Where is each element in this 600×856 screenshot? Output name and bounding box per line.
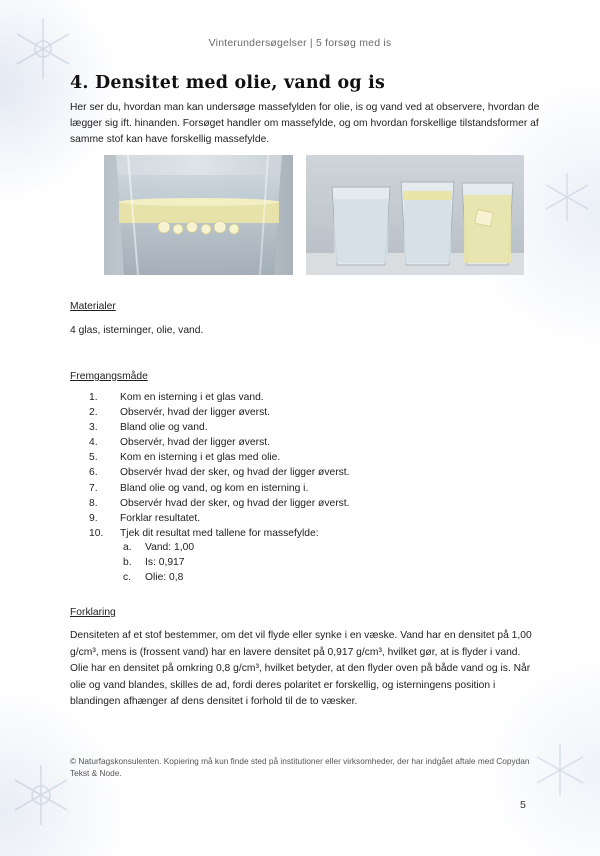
list-item <box>70 390 350 405</box>
list-item <box>70 526 350 541</box>
list-item <box>70 496 350 511</box>
substep-text: Vand: 1,00 <box>145 542 195 553</box>
step-text: Forklar resultatet. <box>120 512 201 524</box>
step-text: Observér hvad der sker, og hvad der ligger øverst. <box>120 467 350 479</box>
step-text: Bland olie og vand. <box>120 422 208 434</box>
step-text: Observér hvad der sker, og hvad der ligger øverst. <box>120 497 350 509</box>
list-item <box>70 435 350 450</box>
list-item <box>70 420 350 435</box>
snowflake-icon <box>540 170 594 224</box>
glass-closeup-photo <box>104 155 293 275</box>
page-header: Vinterundersøgelser | 5 forsøg med is <box>208 37 392 49</box>
substep-text: Is: 0,917 <box>145 556 185 568</box>
page-number: 5 <box>520 799 526 811</box>
page-title: 4. Densitet med olie, vand og is <box>70 73 386 93</box>
list-item <box>70 571 194 586</box>
list-item <box>70 481 350 496</box>
step-number: 1. <box>89 392 98 403</box>
step-number: 8. <box>89 497 98 509</box>
list-item <box>70 541 194 556</box>
list-item <box>70 556 194 571</box>
snowflake-icon <box>8 14 78 84</box>
step-number: 10. <box>89 527 104 539</box>
list-item <box>70 405 350 420</box>
substep-letter: b. <box>123 556 132 568</box>
step-number: 4. <box>89 437 98 449</box>
snowflake-icon <box>6 760 76 830</box>
explanation-paragraph: Densiteten af et stof bestemmer, om det vil flyde eller synke i en væske. Vand har en densitet på 1,00 g/cm³, mens is (frossent vand) har en lavere densitet på 0,917 g/cm³, hvilket gør, at is flyder i vand. Olie har en densitet på omkring 0,8 g/cm³, hvilket betyder, at den flyder oven på både vand og is. Når olie og vand blandes, skilles de ad, fordi deres polaritet er forskellig, og isterningens position i blandingen afhænger af dens densitet i forhold til de to væsker. <box>70 630 532 708</box>
step-text: Kom en isterning i et glas vand. <box>120 392 264 403</box>
step-text: Observér, hvad der ligger øverst. <box>120 407 270 419</box>
procedure-heading: Fremgangsmåde <box>70 371 148 382</box>
step-number: 7. <box>89 482 98 494</box>
substep-letter: c. <box>123 571 132 583</box>
step-number: 3. <box>89 422 98 434</box>
step-text: Bland olie og vand, og kom en isterning i. <box>120 482 309 494</box>
explanation-heading: Forklaring <box>70 607 116 618</box>
step-text: Observér, hvad der ligger øverst. <box>120 437 270 449</box>
step-number: 9. <box>89 512 98 524</box>
three-glasses-photo <box>306 155 524 275</box>
list-item <box>70 511 350 526</box>
materials-text: 4 glas, isterninger, olie, vand. <box>70 325 204 336</box>
procedure-steps <box>70 390 350 541</box>
list-item <box>70 465 350 480</box>
step-number: 6. <box>89 467 98 479</box>
substep-letter: a. <box>123 542 132 553</box>
copyright-footer: © Naturfagskonsulenten. Kopiering må kun finde sted på institutioner eller virksomheder, der har indgået aftale med Copydan Tekst & Node. <box>70 756 530 778</box>
list-item <box>70 450 350 465</box>
step-number: 5. <box>89 452 98 464</box>
step-text: Tjek dit resultat med tallene for massefylde: <box>120 527 319 539</box>
step-text: Kom en isterning i et glas med olie. <box>120 452 281 464</box>
density-values-list <box>70 541 194 585</box>
substep-text: Olie: 0,8 <box>145 571 184 583</box>
materials-heading: Materialer <box>70 301 116 312</box>
step-number: 2. <box>89 407 98 419</box>
intro-paragraph: Her ser du, hvordan man kan undersøge massefylden for olie, is og vand ved at observere, hvordan de lægger sig ift. hinanden. Forsøget handler om massefylde, og om hvordan forskellige tilstandsformer af samme stof kan have forskellig massefylde. <box>70 102 540 145</box>
